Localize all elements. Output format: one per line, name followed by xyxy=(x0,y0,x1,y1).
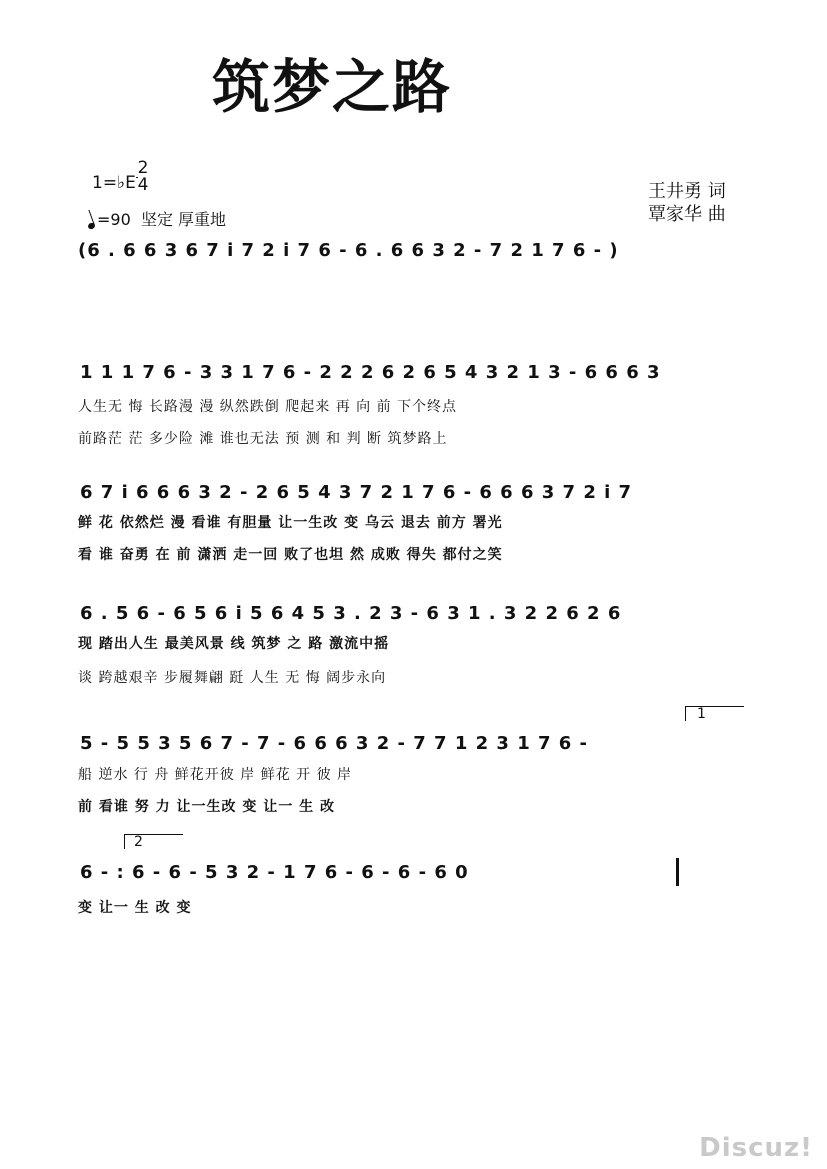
score-row-5: 6 - : 6 - 6 - 5 3 2 - 1 7 6 - 6 - 6 - 6 0 xyxy=(80,862,469,883)
volta-bracket-2 xyxy=(124,834,183,849)
lyric-row-2-verse-1: 鲜 花 依然烂 漫 看谁 有胆量 让一生改 变 乌云 退去 前方 署光 xyxy=(78,515,503,531)
lyric-row-3-verse-1: 现 踏出人生 最美风景 线 筑梦 之 路 激流中摇 xyxy=(78,636,390,652)
final-barline xyxy=(676,858,679,886)
time-signature-bottom: 4 xyxy=(137,175,149,195)
composer-credit: 覃家华 曲 xyxy=(648,204,726,225)
lyric-row-2-verse-2: 看 谁 奋勇 在 前 潇洒 走一回 败了也坦 然 成败 得失 都付之笑 xyxy=(78,547,503,563)
volta-label-1: 1 xyxy=(697,706,706,722)
time-signature xyxy=(136,160,150,194)
lyric-row-4-verse-1: 船 逆水 行 舟 鲜花开彼 岸 鲜花 开 彼 岸 xyxy=(78,767,353,783)
tempo-marking xyxy=(88,207,226,230)
lyric-row-1-verse-1: 人生无 悔 长路漫 漫 纵然跌倒 爬起来 再 向 前 下个终点 xyxy=(78,399,458,415)
lyric-row-1-verse-2: 前路茫 茫 多少险 滩 谁也无法 预 测 和 判 断 筑梦路上 xyxy=(78,431,448,447)
score-row-1: 1 1 1 7 6 - 3 3 1 7 6 - 2 2 2 6 2 6 5 4 3 2 1 3 - 6 6 6 3 xyxy=(80,362,661,383)
score-row-3: 6 . 5 6 - 6 5 6 i 5 6 4 5 3 . 2 3 - 6 3 1 . 3 2 2 6 2 6 xyxy=(80,603,622,624)
volta-bracket-1 xyxy=(685,706,744,721)
tempo-value: =90 xyxy=(97,210,131,229)
song-title: 筑梦之路 xyxy=(212,53,453,121)
discuz-logo: Discuz! xyxy=(699,1133,813,1163)
lyric-row-3-verse-2: 谈 跨越艰辛 步履舞翩 跹 人生 无 悔 阔步永向 xyxy=(78,670,387,686)
score-row-2: 6 7 i 6 6 6 3 2 - 2 6 5 4 3 7 2 1 7 6 - 6 6 6 3 7 2 i 7 xyxy=(80,482,633,503)
volta-label-2: 2 xyxy=(134,834,143,850)
quarter-note-icon xyxy=(87,222,96,230)
time-signature-top: 2 xyxy=(137,158,149,178)
lyricist-credit: 王井勇 词 xyxy=(648,181,726,202)
key-signature: 1=♭E xyxy=(92,173,136,193)
expression-marking: 坚定 厚重地 xyxy=(140,210,227,229)
score-row-4: 5 - 5 5 3 5 6 7 - 7 - 6 6 6 3 2 - 7 7 1 2 3 1 7 6 - xyxy=(80,733,589,754)
lyric-row-5-verse-1: 变 让一 生 改 变 xyxy=(78,900,192,916)
score-row-intro: (6 . 6 6 3 6 7 i 7 2 i 7 6 - 6 . 6 6 3 2 - 7 2 1 7 6 - ) xyxy=(78,240,619,261)
lyric-row-4-verse-2: 前 看谁 努 力 让一生改 变 让一 生 改 xyxy=(78,799,335,815)
